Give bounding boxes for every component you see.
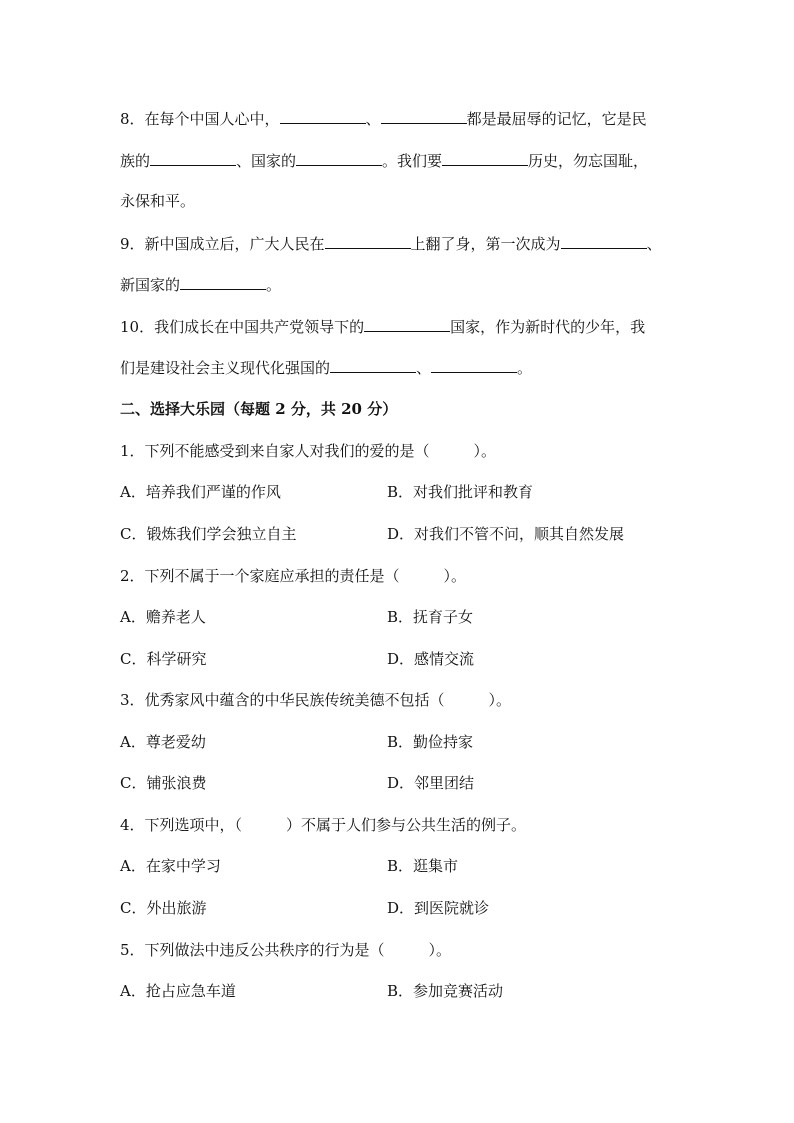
stem-text: 5．下列做法中违反公共秩序的行为是（ <box>120 941 385 959</box>
option-a[interactable]: A．培养我们严谨的作风 <box>120 483 281 501</box>
answer-blank[interactable] <box>442 150 528 166</box>
option-c[interactable]: C．铺张浪费 <box>120 774 207 792</box>
answer-blank[interactable] <box>180 274 266 290</box>
answer-blank[interactable] <box>561 233 647 249</box>
q8-line-3 <box>120 191 195 211</box>
separator: 、 <box>365 110 381 128</box>
q10-line-1 <box>120 316 645 337</box>
option-a[interactable]: A．抢占应急车道 <box>120 982 236 1000</box>
answer-blank[interactable] <box>431 357 517 373</box>
stem-text: 1．下列不能感受到来自家人对我们的爱的是（ <box>120 442 430 460</box>
q8-text: 、国家的 <box>236 152 297 170</box>
answer-blank[interactable] <box>150 150 236 166</box>
stem-text: 4．下列选项中，（ <box>120 816 243 834</box>
option-b[interactable]: B．逛集市 <box>387 857 459 875</box>
q8-text: 都是最屈辱的记忆，它是民 <box>466 110 647 128</box>
option-b[interactable]: B．抚育子女 <box>387 608 474 626</box>
question-stem <box>120 566 466 586</box>
q9-line-2 <box>120 274 281 295</box>
question-stem <box>120 690 511 710</box>
option-a[interactable]: A．赡养老人 <box>120 608 206 626</box>
q8-text: 永保和平。 <box>120 192 196 210</box>
q9-text: 9．新中国成立后，广大人民在 <box>120 235 325 253</box>
q10-text: 国家，作为新时代的少年，我 <box>450 318 646 336</box>
option-c[interactable]: C．锻炼我们学会独立自主 <box>120 525 297 543</box>
q8-text: 历史，勿忘国耻， <box>528 152 649 170</box>
question-stem <box>120 940 451 960</box>
q10-text: 10．我们成长在中国共产党领导下的 <box>120 318 365 336</box>
answer-blank[interactable] <box>364 316 450 332</box>
q8-text: 族的 <box>120 152 151 170</box>
stem-text: ）。 <box>428 941 452 959</box>
option-d[interactable]: D．到医院就诊 <box>387 899 490 917</box>
separator: 、 <box>646 235 662 253</box>
q8-line-1 <box>120 108 647 129</box>
question-stem <box>120 815 526 835</box>
option-b[interactable]: B．勤俭持家 <box>387 733 474 751</box>
q8-text: 8．在每个中国人心中， <box>120 110 280 128</box>
stem-text: 2．下列不属于一个家庭应承担的责任是（ <box>120 567 400 585</box>
separator: 、 <box>416 359 432 377</box>
q9-text: 新国家的 <box>120 276 181 294</box>
q10-text: 。 <box>517 359 533 377</box>
answer-blank[interactable] <box>296 150 382 166</box>
option-a[interactable]: A．尊老爱幼 <box>120 733 206 751</box>
section-title: 二、选择大乐园（每题 2 分，共 20 分） <box>120 400 398 418</box>
stem-text: ）。 <box>488 691 512 709</box>
option-a[interactable]: A．在家中学习 <box>120 857 221 875</box>
answer-blank[interactable] <box>381 108 467 124</box>
q9-text: 。 <box>266 276 282 294</box>
answer-blank[interactable] <box>280 108 366 124</box>
answer-blank[interactable] <box>325 233 411 249</box>
option-d[interactable]: D．对我们不管不问，顺其自然发展 <box>387 525 625 543</box>
answer-blank[interactable] <box>330 357 416 373</box>
option-c[interactable]: C．外出旅游 <box>120 899 207 917</box>
option-b[interactable]: B．参加竞赛活动 <box>387 982 504 1000</box>
stem-text: ）。 <box>443 567 467 585</box>
option-d[interactable]: D．邻里团结 <box>387 774 475 792</box>
option-c[interactable]: C．科学研究 <box>120 650 207 668</box>
q9-text: 上翻了身，第一次成为 <box>410 235 561 253</box>
stem-text: ）不属于人们参与公共生活的例子。 <box>286 816 527 834</box>
q10-text: 们是建设社会主义现代化强国的 <box>120 359 331 377</box>
q8-line-2 <box>120 150 648 171</box>
stem-text: 3．优秀家风中蕴含的中华民族传统美德不包括（ <box>120 691 445 709</box>
question-stem <box>120 441 496 461</box>
stem-text: ）。 <box>473 442 497 460</box>
option-d[interactable]: D．感情交流 <box>387 650 475 668</box>
option-b[interactable]: B．对我们批评和教育 <box>387 483 534 501</box>
q8-text: 。我们要 <box>382 152 443 170</box>
q9-line-1 <box>120 233 662 254</box>
q10-line-2 <box>120 357 532 378</box>
